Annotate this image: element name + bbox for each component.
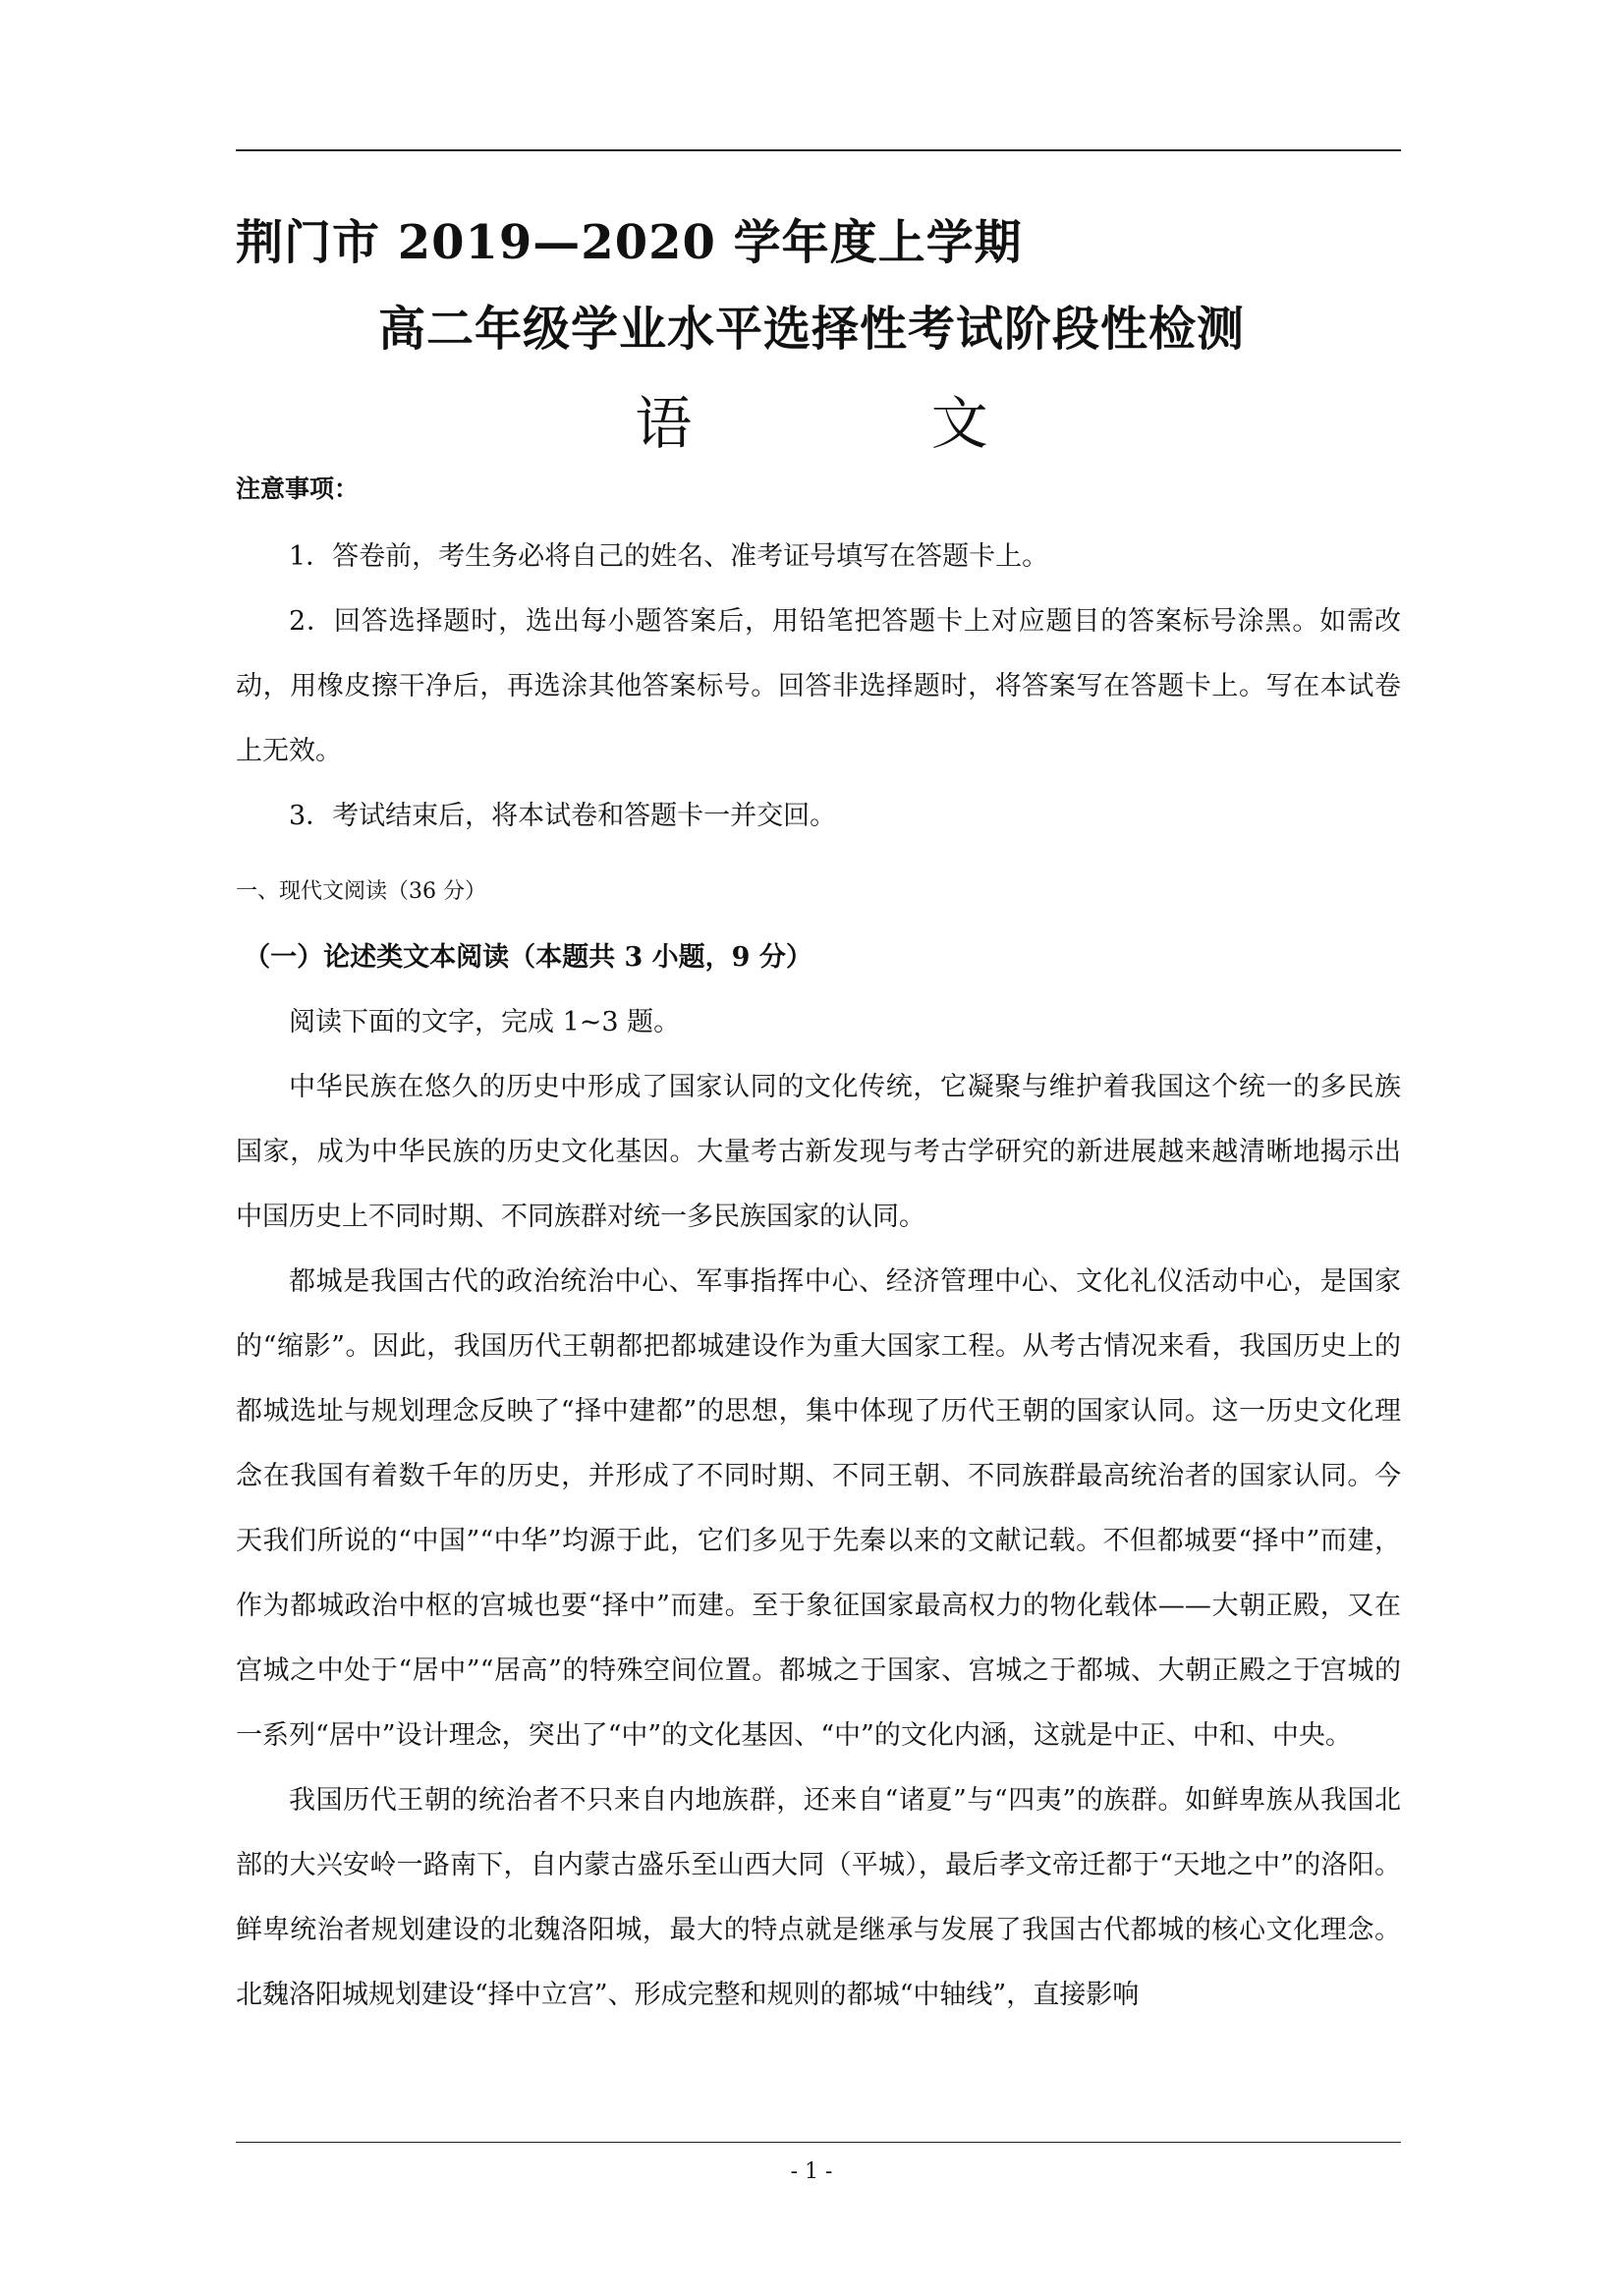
notice-heading: 注意事项： bbox=[236, 475, 360, 503]
passage-paragraph-3: 我国历代王朝的统治者不只来自内地族群，还来自“诸夏”与“四夷”的族群。如鲜卑族从我国北部的大兴安岭一路南下，自内蒙古盛乐至山西大同（平城），最后孝文帝迁都于“天地之中”的洛阳。鲜卑统治者规划建设的北魏洛阳城，最大的特点就是继承与发展了我国古代都城的核心文化理念。北魏洛阳城规划建设“择中立宫”、形成完整和规则的都城“中轴线”，直接影响 bbox=[236, 1785, 1401, 2010]
exam-title-line1: 荆门市 2019—2020 学年度上学期 bbox=[236, 215, 1023, 270]
header-rule bbox=[236, 149, 1401, 151]
passage-paragraph-2: 都城是我国古代的政治统治中心、军事指挥中心、经济管理中心、文化礼仪活动中心，是国家的“缩影”。因此，我国历代王朝都把都城建设作为重大国家工程。从考古情况来看，我国历史上的都城选址与规划理念反映了“择中建都”的思想，集中体现了历代王朝的国家认同。这一历史文化理念在我国有着数千年的历史，并形成了不同时期、不同王朝、不同族群最高统治者的国家认同。今天我们所说的“中国”“中华”均源于此，它们多见于先秦以来的文献记载。不但都城要“择中”而建，作为都城政治中枢的宫城也要“择中”而建。至于象征国家最高权力的物化载体——大朝正殿，又在宫城之中处于“居中”“居高”的特殊空间位置。都城之于国家、宫城之于都城、大朝正殿之于宫城的一系列“居中”设计理念，突出了“中”的文化基因、“中”的文化内涵，这就是中正、中和、中央。 bbox=[236, 1266, 1401, 1751]
notice-item-1: 1．答卷前，考生务必将自己的姓名、准考证号填写在答题卡上。 bbox=[289, 541, 1049, 572]
notice-item-3: 3．考试结束后，将本试卷和答题卡一并交回。 bbox=[289, 801, 837, 831]
subsection-heading: （一）论述类文本阅读（本题共 3 小题，9 分） bbox=[244, 942, 812, 973]
passage-paragraph-1: 中华民族在悠久的历史中形成了国家认同的文化传统，它凝聚与维护着我国这个统一的多民族国家，成为中华民族的历史文化基因。大量考古新发现与考古学研究的新进展越来越清晰地揭示出中国历史上不同时期、不同族群对统一多民族国家的认同。 bbox=[236, 1072, 1401, 1232]
page-number: - 1 - bbox=[790, 2159, 833, 2184]
footer-rule bbox=[236, 2142, 1401, 2143]
reading-instruction: 阅读下面的文字，完成 1~3 题。 bbox=[289, 1007, 681, 1037]
notice-item-2: 2．回答选择题时，选出每小题答案后，用铅笔把答题卡上对应题目的答案标号涂黑。如需改动，用橡皮擦干净后，再选涂其他答案标号。回答非选择题时，将答案写在答题卡上。写在本试卷上无效。 bbox=[236, 606, 1401, 766]
exam-content bbox=[236, 525, 1401, 2028]
section-heading: 一、现代文阅读（36 分） bbox=[236, 879, 486, 904]
exam-title-line2: 高二年级学业水平选择性考试阶段性检测 bbox=[377, 302, 1245, 357]
subject-title: 语 文 bbox=[635, 390, 1080, 457]
